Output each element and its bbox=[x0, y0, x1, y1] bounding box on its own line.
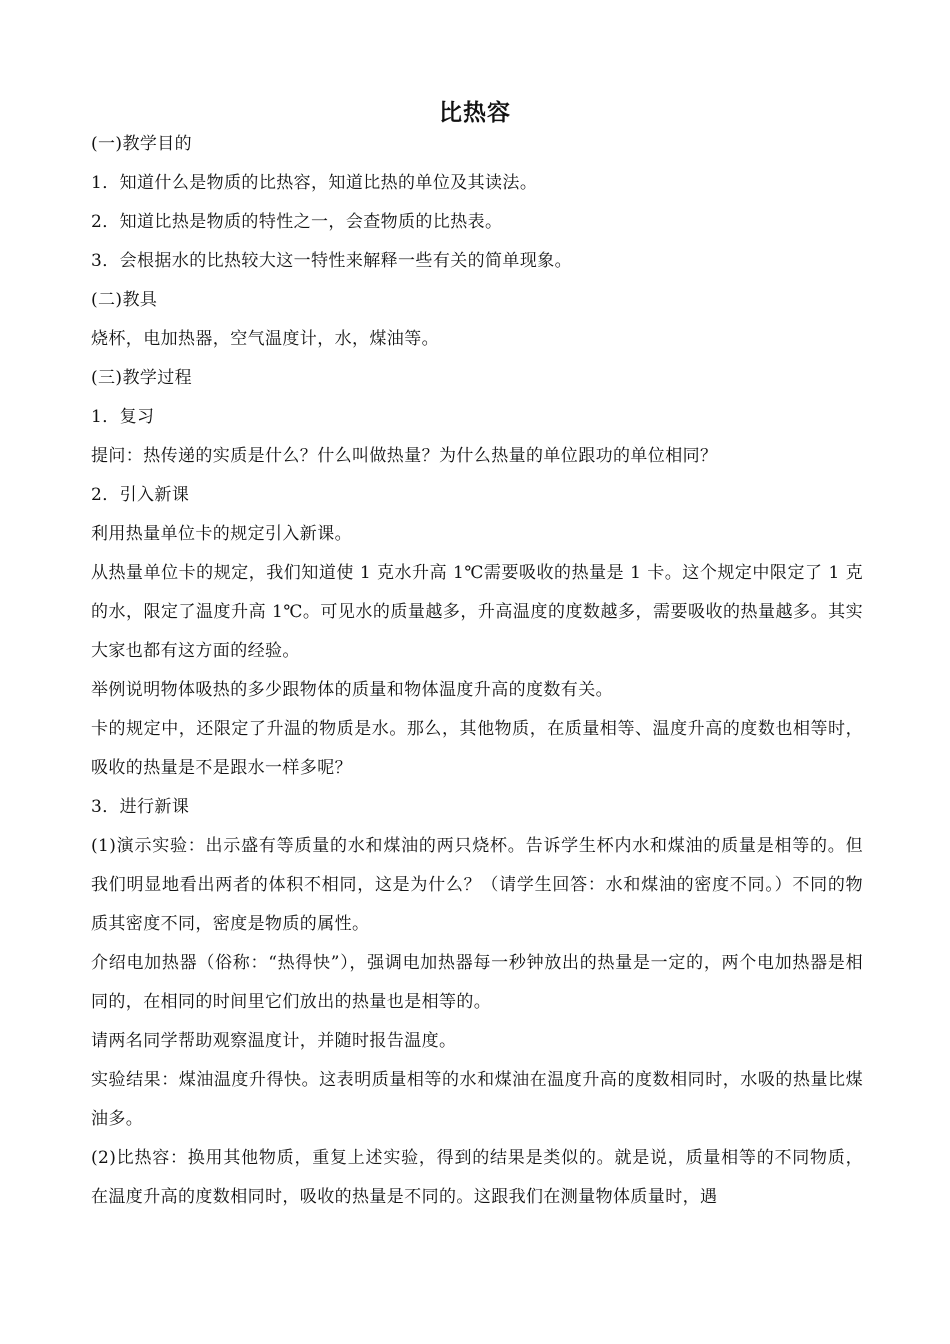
paragraph: 卡的规定中，还限定了升温的物质是水。那么，其他物质，在质量相等、温度升高的度数也相等时，吸收的热量是不是跟水一样多呢？ bbox=[91, 719, 863, 778]
paragraph: 从热量单位卡的规定，我们知道使 1 克水升高 1℃需要吸收的热量是 1 卡。这个规定中限定了 1 克的水，限定了温度升高 1℃。可见水的质量越多，升高温度的度数越多，需要吸收的热量越多。其实大家也都有这方面的经验。 bbox=[91, 563, 863, 661]
section-heading-equipment: (二)教具 bbox=[91, 290, 158, 310]
paragraph: 实验结果：煤油温度升得快。这表明质量相等的水和煤油在温度升高的度数相同时，水吸的热量比煤油多。 bbox=[91, 1070, 863, 1129]
paragraph: (1)演示实验：出示盛有等质量的水和煤油的两只烧杯。告诉学生杯内水和煤油的质量是相等的。但我们明显地看出两者的体积不相同，这是为什么？（请学生回答：水和煤油的密度不同。）不同的物质其密度不同，密度是物质的属性。 bbox=[91, 836, 863, 934]
subheading-new-lesson: 3．进行新课 bbox=[91, 797, 190, 817]
subheading-introduction: 2．引入新课 bbox=[91, 485, 190, 505]
document-body bbox=[91, 125, 863, 1217]
paragraph: 利用热量单位卡的规定引入新课。 bbox=[91, 524, 352, 544]
objective-item: 2．知道比热是物质的特性之一，会查物质的比热表。 bbox=[91, 212, 503, 232]
objective-item: 1．知道什么是物质的比热容，知道比热的单位及其读法。 bbox=[91, 173, 538, 193]
paragraph: 提问：热传递的实质是什么？什么叫做热量？为什么热量的单位跟功的单位相同？ bbox=[91, 446, 718, 466]
paragraph: 举例说明物体吸热的多少跟物体的质量和物体温度升高的度数有关。 bbox=[91, 680, 613, 700]
section-heading-objectives: (一)教学目的 bbox=[91, 134, 193, 154]
paragraph: 请两名同学帮助观察温度计，并随时报告温度。 bbox=[91, 1031, 457, 1051]
document-title: 比热容 bbox=[439, 100, 511, 126]
section-heading-process: (三)教学过程 bbox=[91, 368, 193, 388]
subheading-review: 1．复习 bbox=[91, 407, 155, 427]
equipment-list: 烧杯，电加热器，空气温度计，水，煤油等。 bbox=[91, 329, 439, 349]
objective-item: 3．会根据水的比热较大这一特性来解释一些有关的简单现象。 bbox=[91, 251, 573, 271]
paragraph: (2)比热容：换用其他物质，重复上述实验，得到的结果是类似的。就是说，质量相等的不同物质，在温度升高的度数相同时，吸收的热量是不同的。这跟我们在测量物体质量时，遇 bbox=[91, 1148, 863, 1207]
paragraph: 介绍电加热器（俗称：“热得快”），强调电加热器每一秒钟放出的热量是一定的，两个电加热器是相同的，在相同的时间里它们放出的热量也是相等的。 bbox=[91, 953, 863, 1012]
